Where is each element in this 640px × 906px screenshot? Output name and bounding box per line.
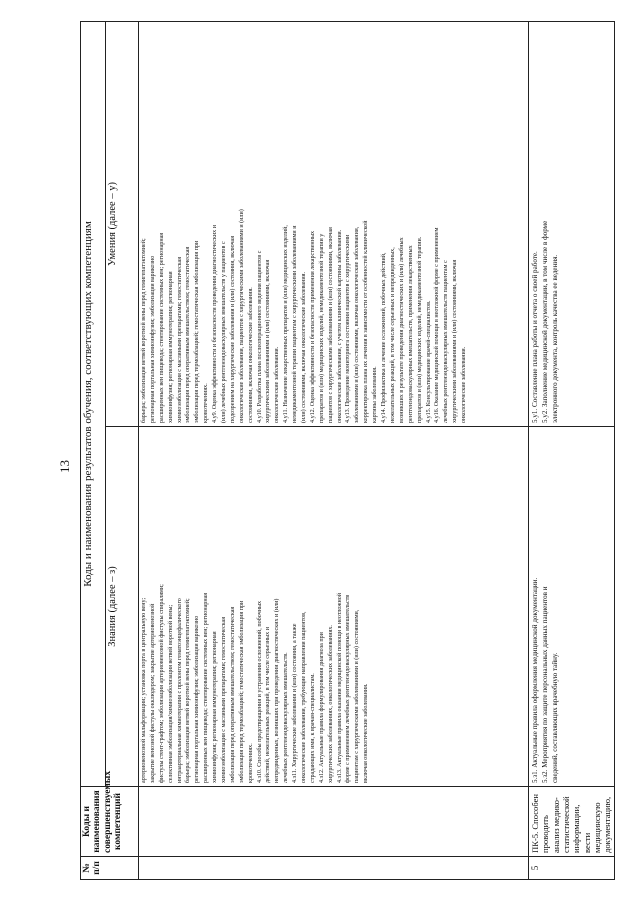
knowledge-line: эмболизация перед термоаблацией; гемостатическая эмболизация при	[238, 600, 245, 783]
skills-line: химиоэмболизация с масляными препаратами; гемостатическая	[176, 256, 183, 423]
skills-line: кровотечениях.	[203, 383, 210, 423]
knowledge-line: эмболизация перед оперативным вмешательством; гемостатическая	[229, 606, 236, 783]
knowledge-line: фистулы стент-графтом; эмболизация артериовенозной фистулы спиралями;	[158, 584, 165, 783]
skills-line: 4.у11. Назначение лекарственных препаратов и (или) медицинских изделий,	[283, 225, 290, 423]
skills-line: нежелательных реакций, в том числе серьезных и непредвиденных,	[389, 247, 396, 423]
header-row-2	[106, 22, 139, 880]
skills-line: хирургическими заболеваниями и (или) состояниями, включая	[265, 259, 272, 423]
knowledge-line: барьера; эмболизация ветвей воротной вены перед гемигепатэктомией;	[185, 598, 192, 783]
skills-line: 4.у15. Консультирование врачей-специалистов.	[425, 300, 432, 423]
header-num: № п/п	[81, 857, 139, 880]
cell-knowledge	[139, 427, 529, 787]
skills-line: заболеваниями и (или) состояниями, включая онкологические заболевания,	[354, 226, 361, 423]
skills-line: 5.у2. Заполнение медицинской документации, в том числе в форме	[541, 220, 550, 423]
knowledge-line: 4.з12. Актуальные правила формулирования диагноза при	[318, 632, 325, 783]
cell-skills-5	[529, 22, 615, 427]
skills-line: электронного документа, контроль качества ее ведения.	[551, 254, 560, 423]
header-knowledge: Знания (далее – з)	[106, 427, 139, 787]
table-row-continued	[139, 22, 529, 880]
skills-line: эмболизация перед оперативным вмешательством; гемостатическая	[185, 246, 192, 423]
skills-line: расширенных вен пищевода; стентирование системных вен; регионарная	[158, 232, 165, 423]
header-skills: Умения (далее – у)	[106, 22, 139, 427]
knowledge-line: 4.з13. Актуальные правила оказания медицинской помощи в неотложной	[336, 592, 343, 783]
skills-line: (или) лечебных рентгенэндоваскулярных вмешательств у пациентов с	[221, 241, 228, 423]
skills-line: химиоинфузия; регионарная иммунотерапия; регионарная	[167, 271, 174, 423]
cell-num-empty	[139, 857, 529, 880]
skills-line: немедикаментозной терапии пациентам с хирургическими заболеваниями и	[292, 225, 299, 423]
skills-line: картины заболевания.	[372, 366, 379, 423]
knowledge-line: лечебных рентгенэндоваскулярных вмешательств.	[283, 652, 290, 783]
skills-line: эмболизация перед термоаблацией; гемостатическая эмболизация при	[194, 240, 201, 423]
page-number: 13	[57, 460, 72, 473]
knowledge-line: 5.з1. Актуальные правила оформления медицинской документации.	[531, 577, 539, 783]
skills-line: препаратов и (или) медицинских изделий, немедикаментозной терапии у	[318, 233, 325, 423]
knowledge-line: селективная эмболизация/химиоэмболизация ветвей воротной вены;	[167, 604, 174, 783]
knowledge-line: химиоэмболизация с масляными препаратами; гемостатическая	[221, 616, 228, 783]
header-codes: Коды и наименования совершенствуемых компетенций	[81, 787, 139, 857]
knowledge-line: страдающих ими, к врачам-специалистам.	[309, 673, 316, 783]
skills-line: онкологические заболевания.	[274, 346, 281, 423]
knowledge-line: химиоинфузия; регионарная иммунотерапия; регионарная	[212, 631, 219, 783]
cell-knowledge-5	[529, 427, 615, 787]
skills-line: корректировка плана их лечения в зависимости от особенностей клинической	[363, 220, 370, 423]
skills-line: пациентов с хирургическими заболеваниями и (или) состояниями, включая	[327, 227, 334, 423]
knowledge-line: хирургических заболеваниях, онкологических заболеваниях.	[327, 625, 334, 783]
competency-table	[80, 21, 615, 880]
skills-line: хирургическими заболеваниями и (или) состояниями, включая	[452, 259, 459, 423]
skills-line: 4.у10. Разработка плана послеоперационного ведения пациентов с	[256, 250, 263, 423]
knowledge-line: регионарная портальная химиоинфузия; эмболизация варикозно	[194, 615, 201, 783]
skills-line: 5.у1. Составление плана работы и отчета о своей работе.	[531, 251, 539, 423]
cell-competency-empty	[139, 787, 529, 857]
skills-line: состояниями, включая онкологические заболевания.	[247, 287, 254, 423]
knowledge-line: 4.з10. Способы предотвращения и устранения осложнений, побочных	[256, 600, 263, 783]
knowledge-line: включая онкологические заболевания.	[363, 683, 370, 783]
knowledge-line: сведений, составляющих врачебную тайну.	[551, 652, 560, 783]
skills-line: регионарная портальная химиоинфузия; эмболизация варикозно	[149, 255, 156, 423]
knowledge-line: онкологические заболевания, требующие направления пациентов,	[301, 611, 308, 783]
row-number: 5	[529, 857, 615, 880]
knowledge-line: форме с применением лечебных рентгенэндоваскулярных вмешательств	[345, 594, 352, 783]
skills-line: онкологические заболевания, с учетом клинической картины заболевания.	[336, 229, 343, 423]
competency-code: ПК-5. Способен проводить анализ медико-статистической информации, вести медицинскую документацию,	[529, 787, 615, 857]
skills-line: 4.у14. Профилактика и лечение осложнений, побочных действий,	[381, 252, 388, 423]
skills-line: подозрением на хирургические заболевания и (или) состояния, включая	[229, 235, 236, 423]
skills-line: (или) состояниями, включая онкологические заболевания.	[301, 272, 308, 423]
skills-line: онкологические заболевания.	[461, 346, 468, 423]
skills-line: 4.у16. Оказание медицинской помощи в неотложной форме с применением	[434, 227, 441, 423]
header-group: Коды и наименования результатов обучения, соответствующих компетенциям	[81, 22, 106, 787]
skills-line: 4.у13. Проведение мониторинга состояния пациентов с хирургическими	[345, 234, 352, 423]
knowledge-line: закрытие венозной фистулы окклюдером; закрытие артериовенозной	[149, 603, 156, 783]
knowledge-line: артериовенозной мальформации; установка порта в центральную вену;	[141, 597, 147, 783]
cell-skills	[139, 22, 529, 427]
knowledge-line: расширенных вен пищевода; стентирование системных вен; регионарная	[203, 592, 210, 783]
skills-line: возникших в результате проведения диагностических и (или) лечебных	[398, 237, 405, 423]
knowledge-line: 5.з2. Мероприятия по защите персональных данных пациентов и	[541, 586, 550, 783]
skills-line: 4.у9. Оценка эффективности и безопасности проведения диагностических и	[212, 225, 219, 423]
skills-line: рентгенэндоваскулярных вмешательств, применения лекарственных	[407, 245, 414, 423]
skills-line: препаратов и (или) медицинских изделий, немедикаментозной терапии.	[416, 236, 423, 423]
table-row-5	[529, 22, 615, 880]
skills-line: лечебных рентгенэндоваскулярных вмешательств пациентам с	[443, 260, 450, 423]
skills-line: онкологические заболевания, пациентов с хирургическими заболеваниями и (или)	[238, 209, 245, 423]
header-row-1	[81, 22, 106, 880]
skills-line: барьера; эмболизация ветвей воротной вены перед гемигепатэктомией;	[141, 238, 147, 423]
knowledge-line: непредвиденных, возникших при проведении диагностических и (или)	[274, 598, 281, 783]
knowledge-line: пациентам с хирургическими заболеваниями и (или) состояниями,	[354, 609, 361, 783]
knowledge-line: 4.з11. Хирургические заболевания и (или) состояния, а также	[292, 623, 299, 783]
knowledge-line: интраартериальная химиотерапия с пролонгом гематоэнцефалического	[176, 598, 183, 783]
knowledge-line: кровотечениях.	[247, 743, 254, 783]
knowledge-line: действий, нежелательных реакций, в том числе серьезных и	[265, 627, 272, 783]
skills-line: 4.у12. Оценка эффективности и безопасности применения лекарственных	[309, 230, 316, 423]
